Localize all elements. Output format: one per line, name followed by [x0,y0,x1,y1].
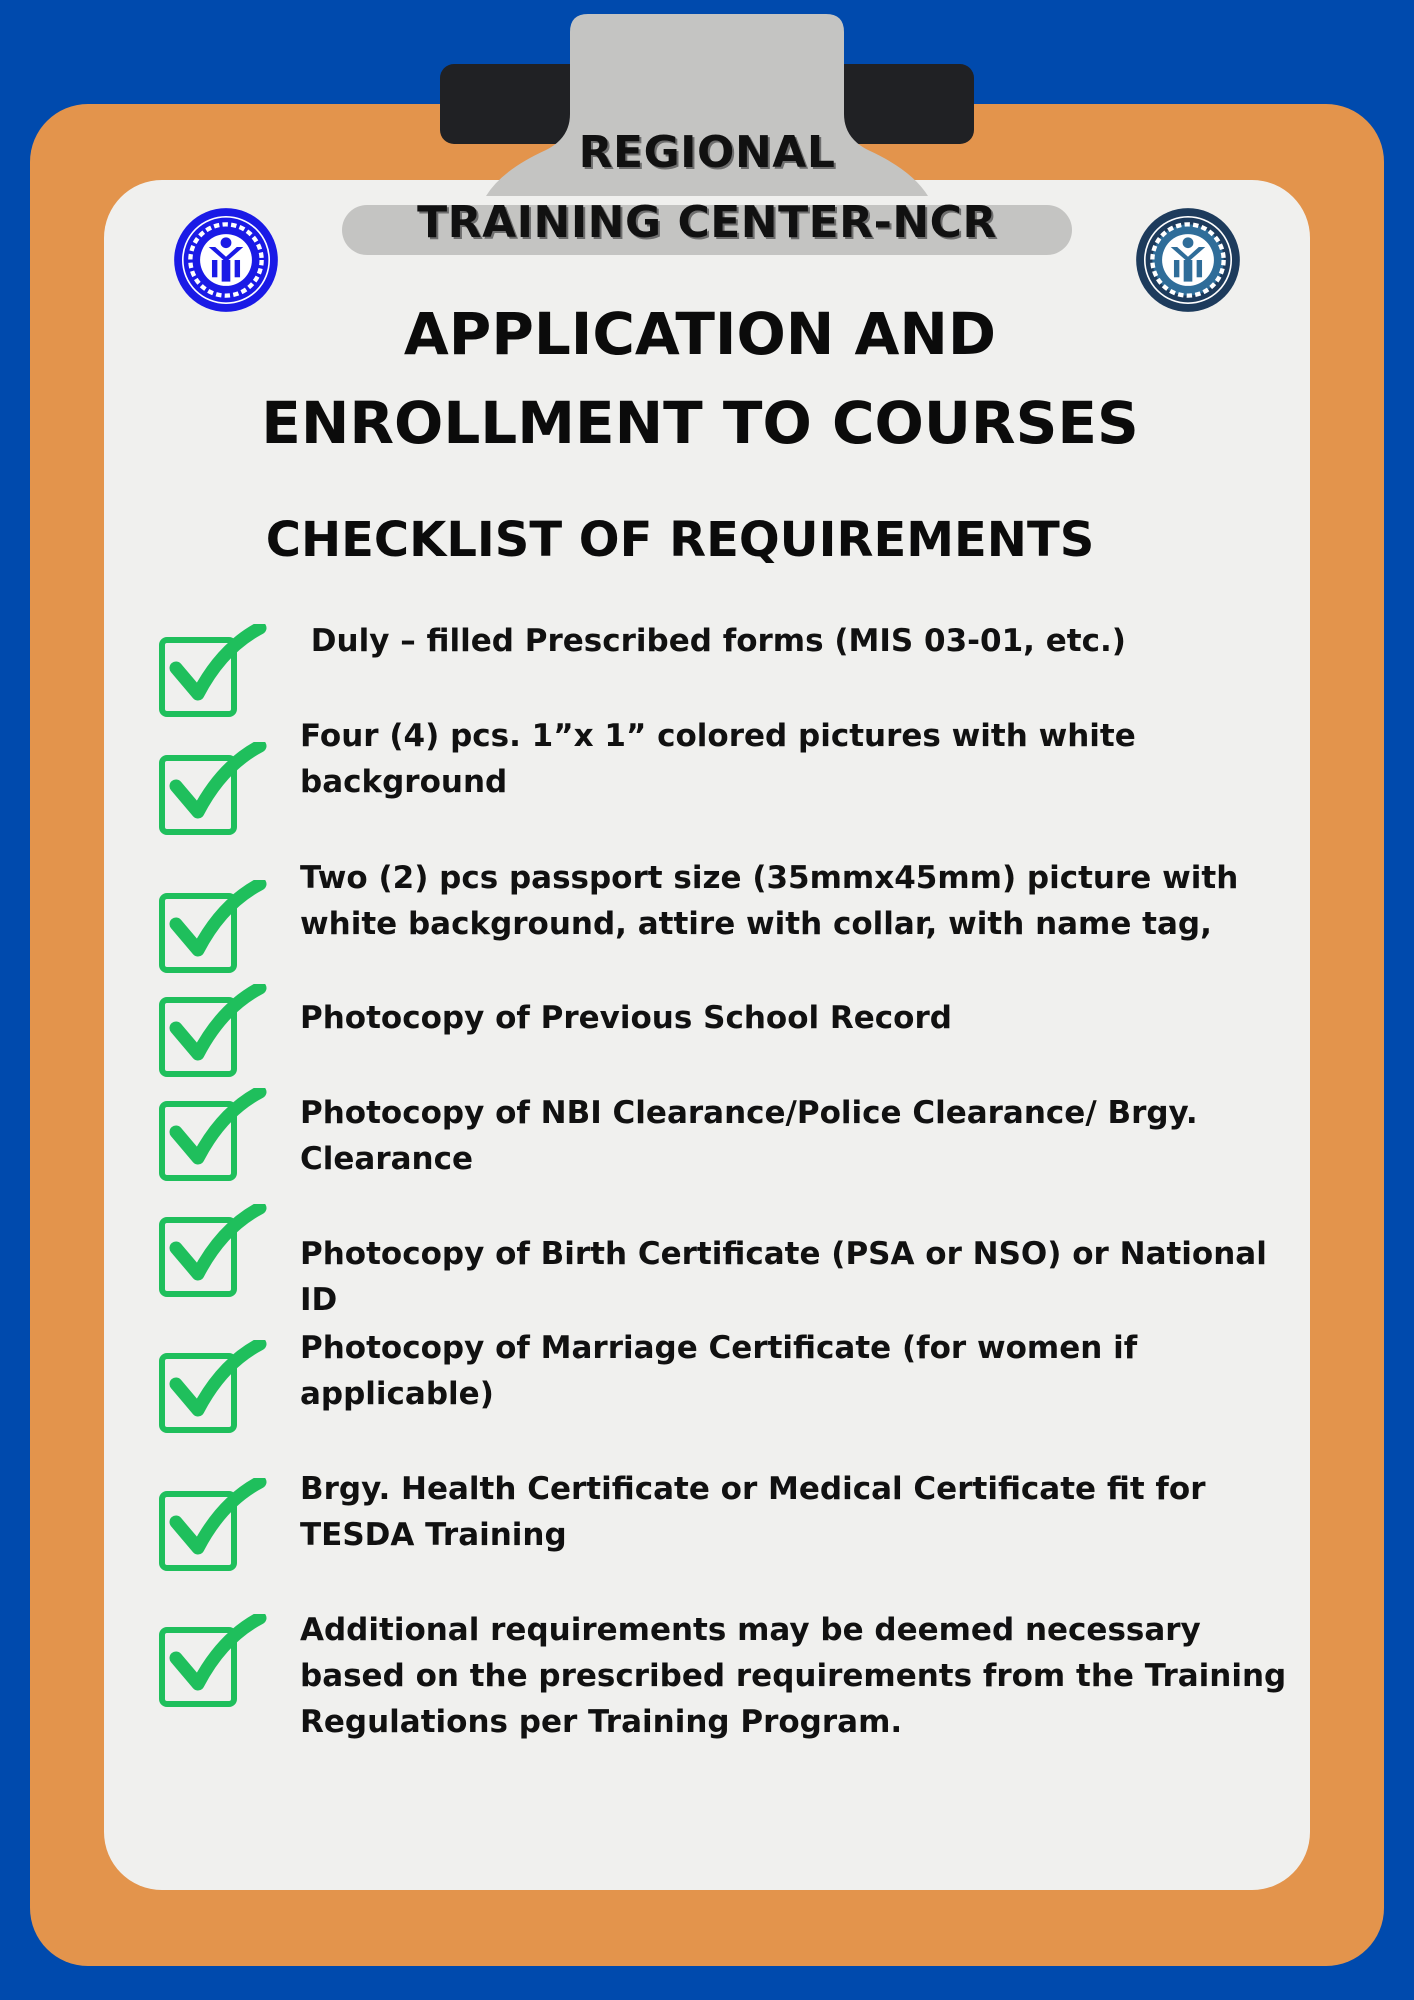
checklist-item-text: Photocopy of Previous School Record [300,1000,952,1036]
main-title-line1: APPLICATION AND [403,300,997,368]
checkmark-icon [158,1204,268,1300]
main-title-line2: ENROLLMENT TO COURSES [261,389,1139,457]
checkmark-icon [158,624,268,720]
checkmark-icon [158,1614,268,1710]
main-title [200,290,1200,468]
checklist-item-text: Two (2) pcs passport size (35mmx45mm) picture with white background, attire with collar, with name tag, [300,860,1250,942]
checkmark-icon [158,1340,268,1436]
checklist-item-text: Four (4) pcs. 1”x 1” colored pictures with white background [300,718,1147,800]
checklist-item-text: Duly – filled Prescribed forms (MIS 03-01, etc.) [300,623,1126,659]
checklist-heading: CHECKLIST OF REQUIREMENTS [265,512,1095,568]
checkmark-icon [158,984,268,1080]
checkmark-icon [158,742,268,838]
checklist-item-text: Photocopy of NBI Clearance/Police Clearance/ Brgy. Clearance [300,1095,1209,1177]
checklist-item-text: Photocopy of Birth Certificate (PSA or NSO) or National ID [300,1236,1278,1318]
checkmark-icon [158,1088,268,1184]
checkmark-icon [158,880,268,976]
header-title-line2: TRAINING CENTER-NCR [417,197,997,248]
header-title [340,118,1074,258]
checkmark-icon [158,1478,268,1574]
checklist-item-text: Additional requirements may be deemed necessary based on the prescribed requirements from the Training Regulations per Training Program. [300,1612,1298,1740]
checklist-item-text: Photocopy of Marriage Certificate (for women if applicable) [300,1330,1149,1412]
header-title-line1: REGIONAL [578,127,836,178]
checklist-item-text: Brgy. Health Certificate or Medical Certificate fit for TESDA Training [300,1471,1217,1553]
